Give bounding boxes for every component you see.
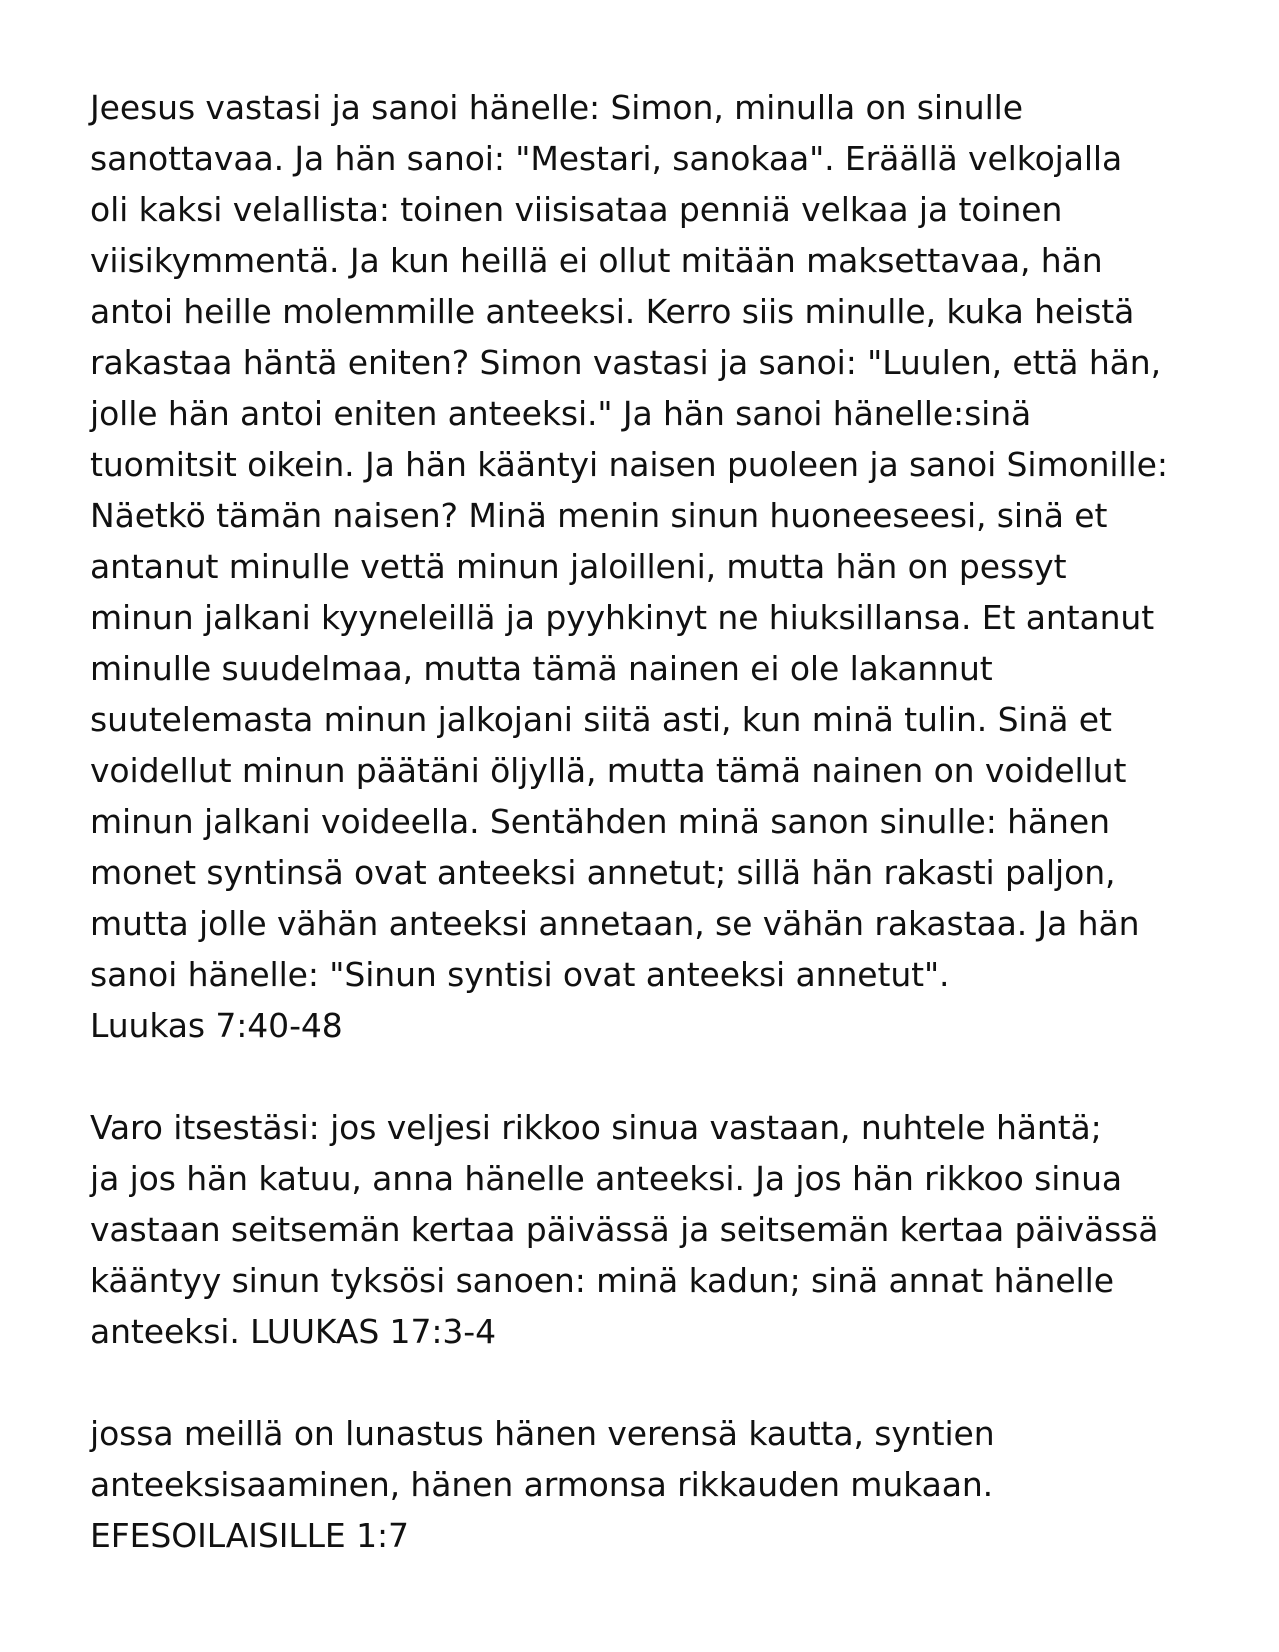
text-line: Näetkö tämän naisen? Minä menin sinun huoneeseesi, sinä et [90,496,1108,535]
text-line: oli kaksi velallista: toinen viisisataa penniä velkaa ja toinen [90,190,1063,229]
text-line: minun jalkani voideella. Sentähden minä sanon sinulle: hänen [90,802,1110,841]
text-line: tuomitsit oikein. Ja hän kääntyi naisen puoleen ja sanoi Simonille: [90,445,1168,484]
text-line: ja jos hän katuu, anna hänelle anteeksi. Ja jos hän rikkoo sinua [90,1159,1123,1198]
paragraph-gap [90,1357,1239,1408]
text-line: viisikymmentä. Ja kun heillä ei ollut mitään maksettavaa, hän [90,241,1103,280]
text-line: sanoi hänelle: "Sinun syntisi ovat anteeksi annetut". [90,955,950,994]
text-line: jolle hän antoi eniten anteeksi." Ja hän sanoi hänelle:sinä [90,394,1032,433]
passage-luukas-7 [90,82,1239,1051]
text-line: sanottavaa. Ja hän sanoi: "Mestari, sanokaa". Eräällä velkojalla [90,139,1123,178]
passage-efesoilaisille-1 [90,1408,1239,1561]
text-line: suutelemasta minun jalkojani siitä asti, kun minä tulin. Sinä et [90,700,1112,739]
text-line: Varo itsestäsi: jos veljesi rikkoo sinua vastaan, nuhtele häntä; [90,1108,1102,1147]
text-line: voidellut minun päätäni öljyllä, mutta tämä nainen on voidellut [90,751,1127,790]
text-line: minun jalkani kyyneleillä ja pyyhkinyt ne hiuksillansa. Et antanut [90,598,1155,637]
text-line: monet syntinsä ovat anteeksi annetut; sillä hän rakasti paljon, [90,853,1116,892]
text-line: vastaan seitsemän kertaa päivässä ja seitsemän kertaa päivässä [90,1210,1159,1249]
citation: Luukas 7:40-48 [90,1006,343,1045]
text-line: rakastaa häntä eniten? Simon vastasi ja sanoi: "Luulen, että hän, [90,343,1161,382]
text-line: antoi heille molemmille anteeksi. Kerro siis minulle, kuka heistä [90,292,1135,331]
text-line: anteeksisaaminen, hänen armonsa rikkauden mukaan. [90,1465,994,1504]
text-line: antanut minulle vettä minun jaloilleni, mutta hän on pessyt [90,547,1067,586]
text-line: minulle suudelmaa, mutta tämä nainen ei ole lakannut [90,649,993,688]
paragraph-gap [90,1051,1239,1102]
text-line: kääntyy sinun tyksösi sanoen: minä kadun; sinä annat hänelle [90,1261,1114,1300]
text-line: Jeesus vastasi ja sanoi hänelle: Simon, minulla on sinulle [90,88,1023,127]
text-line: mutta jolle vähän anteeksi annetaan, se vähän rakastaa. Ja hän [90,904,1140,943]
text-line: jossa meillä on lunastus hänen verensä kautta, syntien [90,1414,995,1453]
passage-luukas-17 [90,1102,1239,1357]
text-line: anteeksi. LUUKAS 17:3-4 [90,1312,496,1351]
citation: EFESOILAISILLE 1:7 [90,1516,409,1555]
